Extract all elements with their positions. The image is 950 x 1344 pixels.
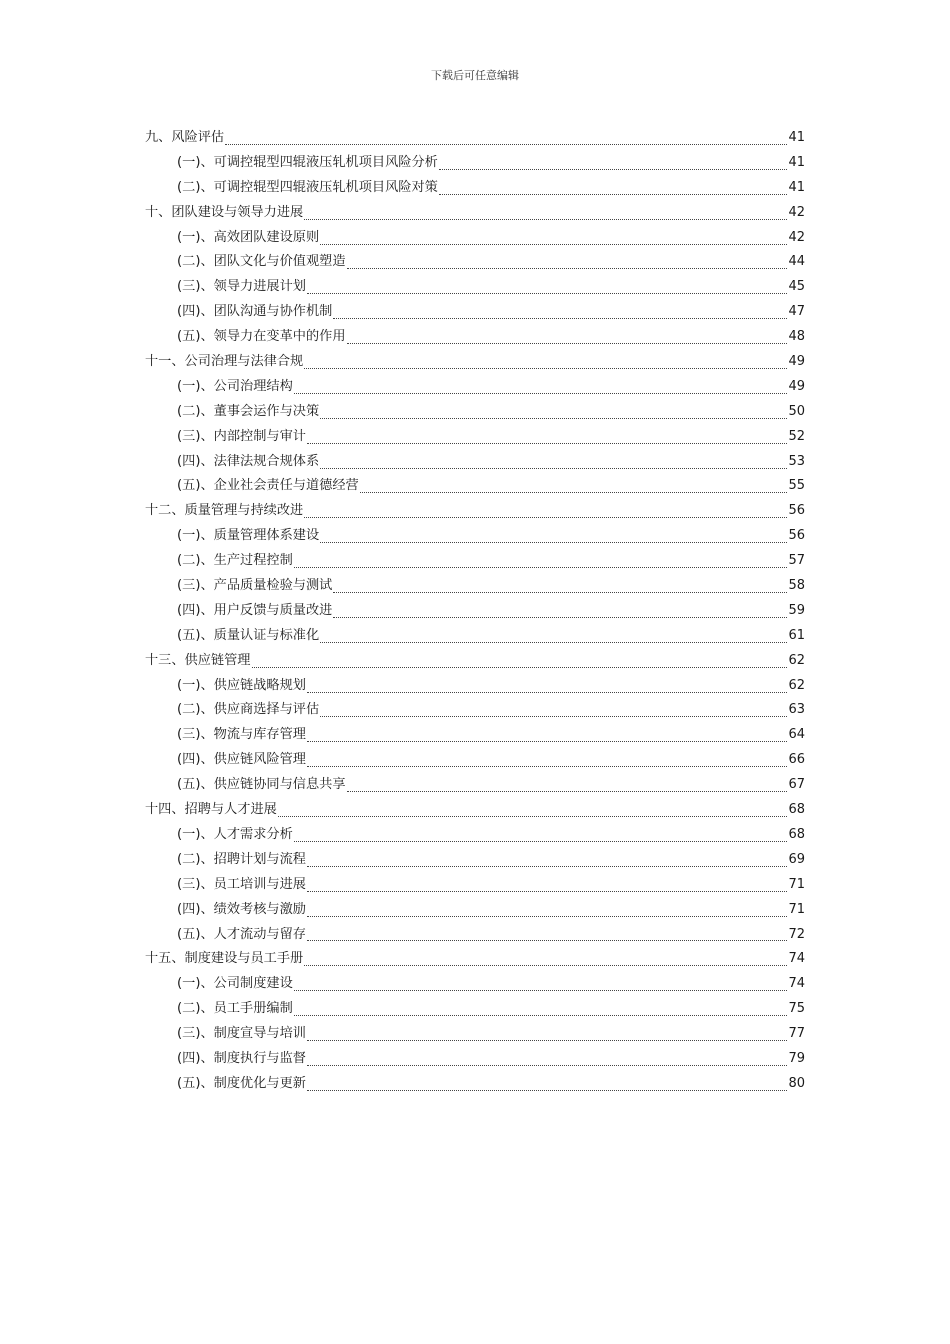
toc-entry-label: 十四、招聘与人才进展 xyxy=(145,802,277,818)
toc-entry-label: (二)、员工手册编制 xyxy=(177,1001,293,1017)
toc-section-entry[interactable] xyxy=(145,425,805,450)
toc-entry-label: (四)、团队沟通与协作机制 xyxy=(177,304,333,320)
toc-leader-dots xyxy=(294,1015,788,1016)
toc-leader-dots xyxy=(439,169,788,170)
toc-chapter-entry[interactable] xyxy=(145,649,805,674)
toc-leader-dots xyxy=(320,542,787,543)
toc-section-entry[interactable] xyxy=(145,1072,805,1097)
toc-section-entry[interactable] xyxy=(145,275,805,300)
toc-section-entry[interactable] xyxy=(145,873,805,898)
toc-section-entry[interactable] xyxy=(145,300,805,325)
toc-page-number: 64 xyxy=(788,727,805,743)
toc-leader-dots xyxy=(307,741,787,742)
toc-section-entry[interactable] xyxy=(145,176,805,201)
toc-page-number: 79 xyxy=(788,1050,805,1066)
toc-section-entry[interactable] xyxy=(145,250,805,275)
toc-page-number: 50 xyxy=(788,403,805,419)
toc-section-entry[interactable] xyxy=(145,624,805,649)
toc-entry-label: (五)、领导力在变革中的作用 xyxy=(177,329,346,345)
table-of-contents xyxy=(145,126,805,1097)
toc-page-number: 41 xyxy=(788,154,805,170)
toc-entry-label: (四)、绩效考核与激励 xyxy=(177,901,306,917)
toc-entry-label: (三)、产品质量检验与测试 xyxy=(177,578,333,594)
toc-leader-dots xyxy=(333,617,787,618)
toc-leader-dots xyxy=(304,219,787,220)
toc-entry-label: (三)、领导力进展计划 xyxy=(177,279,306,295)
toc-leader-dots xyxy=(304,517,787,518)
toc-leader-dots xyxy=(333,592,787,593)
toc-leader-dots xyxy=(439,194,788,195)
toc-entry-label: (一)、供应链战略规划 xyxy=(177,677,306,693)
toc-page-number: 41 xyxy=(788,179,805,195)
toc-leader-dots xyxy=(307,916,787,917)
toc-entry-label: 十二、质量管理与持续改进 xyxy=(145,503,304,519)
page-header: 下载后可任意编辑 xyxy=(431,69,519,82)
toc-leader-dots xyxy=(294,393,788,394)
toc-leader-dots xyxy=(294,567,788,568)
toc-page-number: 53 xyxy=(788,453,805,469)
toc-leader-dots xyxy=(347,343,788,344)
toc-chapter-entry[interactable] xyxy=(145,126,805,151)
toc-entry-label: (二)、可调控辊型四辊液压轧机项目风险对策 xyxy=(177,179,438,195)
toc-entry-label: (四)、制度执行与监督 xyxy=(177,1050,306,1066)
toc-section-entry[interactable] xyxy=(145,450,805,475)
toc-section-entry[interactable] xyxy=(145,400,805,425)
toc-leader-dots xyxy=(347,268,788,269)
toc-entry-label: (四)、用户反馈与质量改进 xyxy=(177,602,333,618)
toc-chapter-entry[interactable] xyxy=(145,350,805,375)
toc-leader-dots xyxy=(307,692,787,693)
toc-section-entry[interactable] xyxy=(145,723,805,748)
toc-section-entry[interactable] xyxy=(145,848,805,873)
toc-leader-dots xyxy=(307,1090,787,1091)
toc-leader-dots xyxy=(307,443,787,444)
toc-section-entry[interactable] xyxy=(145,524,805,549)
toc-leader-dots xyxy=(307,940,787,941)
toc-section-entry[interactable] xyxy=(145,549,805,574)
toc-page-number: 41 xyxy=(788,130,805,145)
toc-section-entry[interactable] xyxy=(145,898,805,923)
toc-leader-dots xyxy=(320,418,787,419)
toc-page-number: 71 xyxy=(788,901,805,917)
toc-entry-label: (一)、公司治理结构 xyxy=(177,378,293,394)
toc-page-number: 48 xyxy=(788,329,805,345)
toc-leader-dots xyxy=(307,1040,787,1041)
toc-leader-dots xyxy=(225,144,787,145)
toc-page-number: 63 xyxy=(788,702,805,718)
toc-leader-dots xyxy=(294,990,788,991)
toc-page-number: 59 xyxy=(788,602,805,618)
toc-chapter-entry[interactable] xyxy=(145,201,805,226)
toc-section-entry[interactable] xyxy=(145,226,805,251)
toc-leader-dots xyxy=(347,791,788,792)
toc-page-number: 61 xyxy=(788,627,805,643)
toc-leader-dots xyxy=(304,368,787,369)
toc-page-number: 55 xyxy=(788,478,805,494)
toc-page-number: 68 xyxy=(788,826,805,842)
toc-leader-dots xyxy=(307,293,787,294)
toc-entry-label: (一)、高效团队建设原则 xyxy=(177,229,320,245)
toc-entry-label: (三)、内部控制与审计 xyxy=(177,428,306,444)
toc-section-entry[interactable] xyxy=(145,151,805,176)
toc-page-number: 75 xyxy=(788,1001,805,1017)
toc-entry-label: (五)、供应链协同与信息共享 xyxy=(177,777,346,793)
toc-entry-label: (三)、制度宣导与培训 xyxy=(177,1026,306,1042)
toc-entry-label: 九、风险评估 xyxy=(145,130,225,145)
toc-leader-dots xyxy=(304,965,787,966)
toc-entry-label: (五)、企业社会责任与道德经营 xyxy=(177,478,359,494)
toc-page-number: 44 xyxy=(788,254,805,270)
toc-page-number: 68 xyxy=(788,802,805,818)
toc-leader-dots xyxy=(307,891,787,892)
toc-leader-dots xyxy=(320,468,787,469)
toc-section-entry[interactable] xyxy=(145,923,805,948)
toc-entry-label: 十三、供应链管理 xyxy=(145,652,251,668)
toc-page-number: 74 xyxy=(788,976,805,992)
toc-entry-label: (二)、团队文化与价值观塑造 xyxy=(177,254,346,270)
toc-page-number: 80 xyxy=(788,1075,805,1091)
toc-leader-dots xyxy=(320,642,787,643)
toc-page-number: 67 xyxy=(788,777,805,793)
toc-entry-label: (五)、质量认证与标准化 xyxy=(177,627,320,643)
toc-section-entry[interactable] xyxy=(145,972,805,997)
toc-page-number: 69 xyxy=(788,851,805,867)
toc-section-entry[interactable] xyxy=(145,823,805,848)
toc-page-number: 77 xyxy=(788,1026,805,1042)
toc-chapter-entry[interactable] xyxy=(145,798,805,823)
toc-entry-label: (五)、制度优化与更新 xyxy=(177,1075,306,1091)
toc-page-number: 57 xyxy=(788,553,805,569)
toc-page-number: 62 xyxy=(788,652,805,668)
toc-page-number: 56 xyxy=(788,503,805,519)
toc-section-entry[interactable] xyxy=(145,574,805,599)
toc-entry-label: (五)、人才流动与留存 xyxy=(177,926,306,942)
toc-entry-label: (一)、人才需求分析 xyxy=(177,826,293,842)
toc-section-entry[interactable] xyxy=(145,474,805,499)
toc-entry-label: (一)、可调控辊型四辊液压轧机项目风险分析 xyxy=(177,154,438,170)
toc-leader-dots xyxy=(294,841,788,842)
toc-entry-label: 十一、公司治理与法律合规 xyxy=(145,354,304,370)
toc-page-number: 49 xyxy=(788,378,805,394)
toc-entry-label: (一)、公司制度建设 xyxy=(177,976,293,992)
toc-page-number: 62 xyxy=(788,677,805,693)
toc-page-number: 72 xyxy=(788,926,805,942)
toc-page-number: 42 xyxy=(788,229,805,245)
toc-page-number: 56 xyxy=(788,528,805,544)
toc-section-entry[interactable] xyxy=(145,599,805,624)
toc-section-entry[interactable] xyxy=(145,1022,805,1047)
toc-entry-label: (二)、董事会运作与决策 xyxy=(177,403,320,419)
toc-leader-dots xyxy=(252,667,788,668)
toc-page-number: 74 xyxy=(788,951,805,967)
toc-leader-dots xyxy=(307,1065,787,1066)
toc-page-number: 42 xyxy=(788,204,805,220)
toc-entry-label: (三)、员工培训与进展 xyxy=(177,876,306,892)
toc-entry-label: (二)、供应商选择与评估 xyxy=(177,702,320,718)
toc-page-number: 47 xyxy=(788,304,805,320)
toc-leader-dots xyxy=(360,492,788,493)
toc-leader-dots xyxy=(307,766,787,767)
toc-section-entry[interactable] xyxy=(145,698,805,723)
toc-leader-dots xyxy=(307,866,787,867)
toc-page-number: 58 xyxy=(788,578,805,594)
toc-entry-label: (二)、招聘计划与流程 xyxy=(177,851,306,867)
toc-section-entry[interactable] xyxy=(145,1047,805,1072)
toc-section-entry[interactable] xyxy=(145,748,805,773)
toc-leader-dots xyxy=(320,716,787,717)
toc-page-number: 71 xyxy=(788,876,805,892)
toc-entry-label: (四)、法律法规合规体系 xyxy=(177,453,320,469)
toc-section-entry[interactable] xyxy=(145,674,805,699)
toc-section-entry[interactable] xyxy=(145,997,805,1022)
toc-page-number: 66 xyxy=(788,752,805,768)
toc-page-number: 49 xyxy=(788,354,805,370)
toc-entry-label: (二)、生产过程控制 xyxy=(177,553,293,569)
toc-chapter-entry[interactable] xyxy=(145,947,805,972)
toc-page-number: 45 xyxy=(788,279,805,295)
toc-entry-label: (三)、物流与库存管理 xyxy=(177,727,306,743)
toc-chapter-entry[interactable] xyxy=(145,499,805,524)
toc-section-entry[interactable] xyxy=(145,325,805,350)
toc-leader-dots xyxy=(278,816,788,817)
toc-entry-label: (一)、质量管理体系建设 xyxy=(177,528,320,544)
toc-leader-dots xyxy=(320,244,787,245)
toc-section-entry[interactable] xyxy=(145,773,805,798)
toc-page-number: 52 xyxy=(788,428,805,444)
toc-entry-label: 十、团队建设与领导力进展 xyxy=(145,204,304,220)
toc-leader-dots xyxy=(333,318,787,319)
toc-entry-label: 十五、制度建设与员工手册 xyxy=(145,951,304,967)
toc-entry-label: (四)、供应链风险管理 xyxy=(177,752,306,768)
toc-section-entry[interactable] xyxy=(145,375,805,400)
